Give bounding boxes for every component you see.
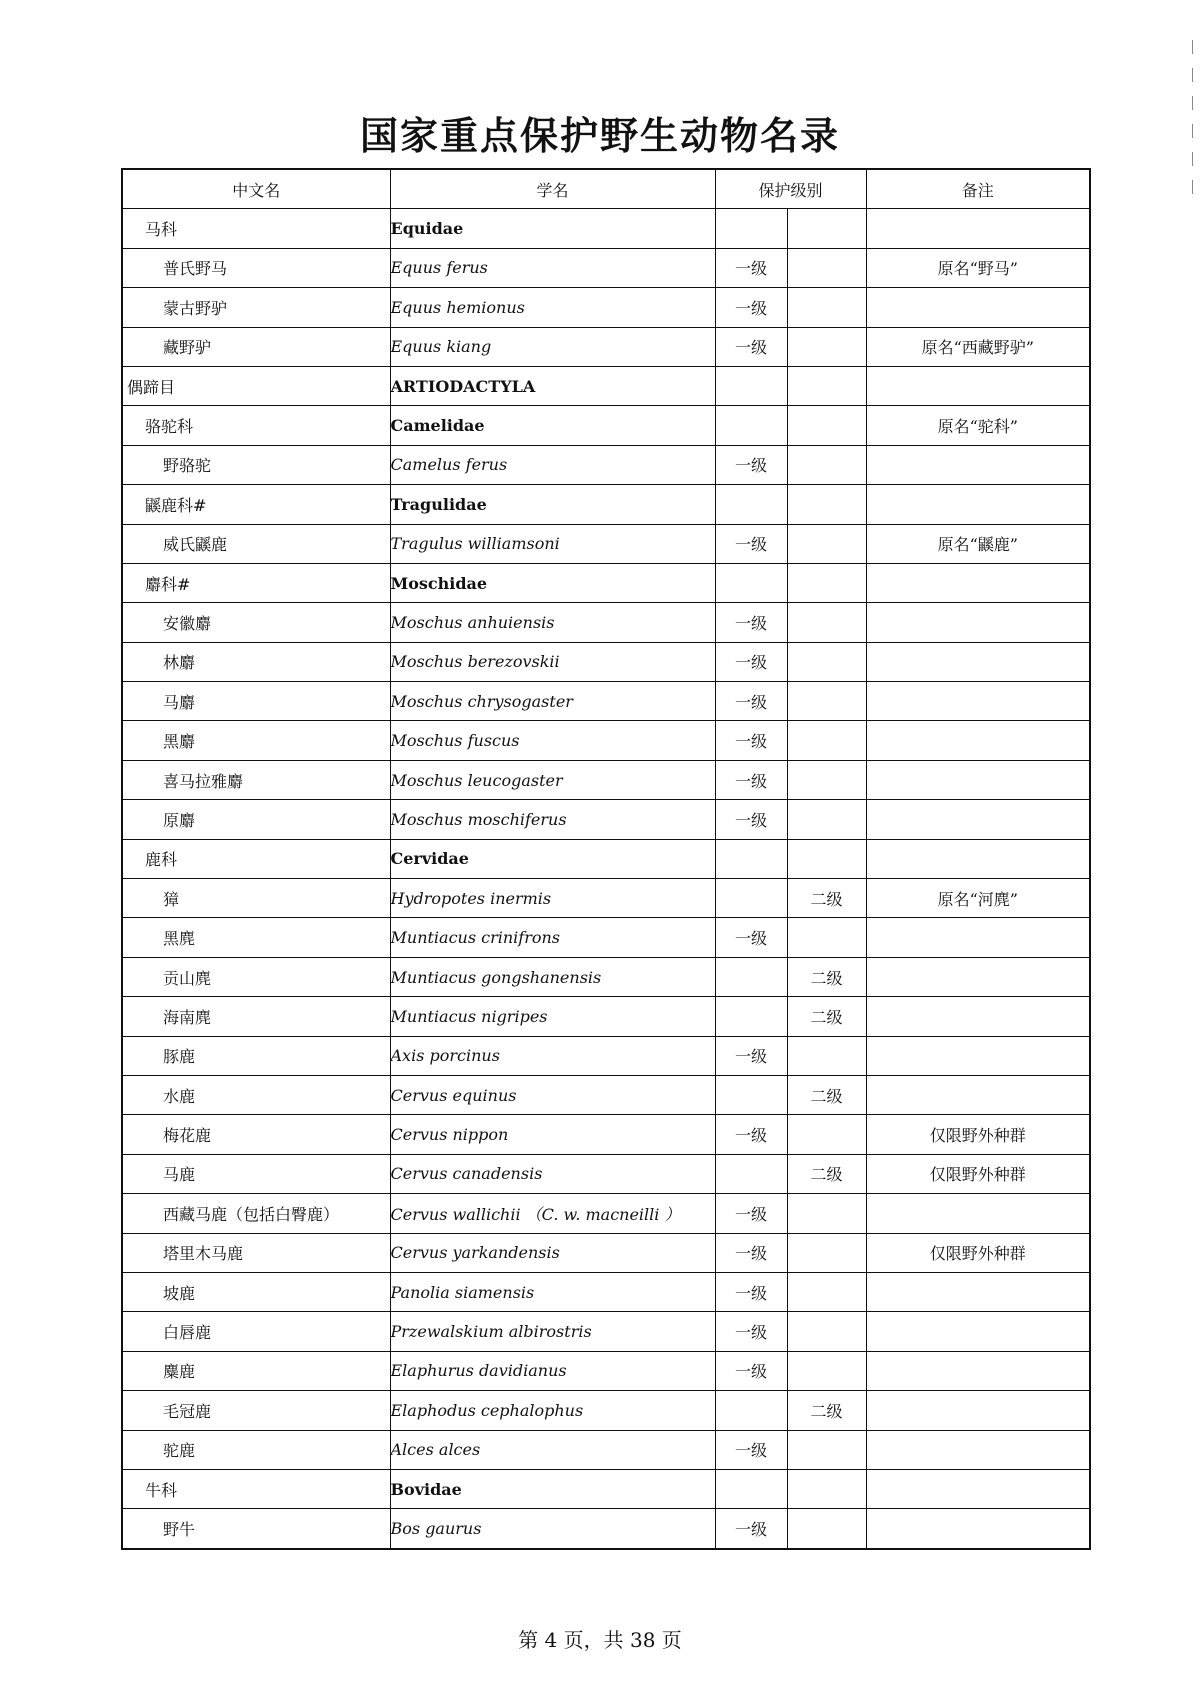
note-cell (866, 288, 1090, 327)
note-cell (866, 839, 1090, 878)
note-cell (866, 563, 1090, 602)
level-one-cell (715, 1469, 787, 1508)
table-row (122, 1469, 1090, 1508)
scientific-name-cell: Moschus fuscus (390, 721, 715, 760)
level-two-cell (787, 288, 866, 327)
level-two-cell: 二级 (787, 957, 866, 996)
note-cell (866, 1509, 1090, 1549)
table-row (122, 485, 1090, 524)
level-one-cell: 一级 (715, 1233, 787, 1272)
note-cell (866, 918, 1090, 957)
note-cell (866, 721, 1090, 760)
level-two-cell (787, 1312, 866, 1351)
table-row (122, 1391, 1090, 1430)
level-two-cell (787, 248, 866, 287)
level-two-cell (787, 800, 866, 839)
scientific-name-cell: Moschus moschiferus (390, 800, 715, 839)
level-two-cell (787, 1509, 866, 1549)
note-cell (866, 1036, 1090, 1075)
chinese-name-cell: 海南麂 (122, 997, 390, 1036)
level-two-cell: 二级 (787, 879, 866, 918)
level-two-cell (787, 406, 866, 445)
level-one-cell: 一级 (715, 1194, 787, 1233)
scientific-name-cell: Tragulus williamsoni (390, 524, 715, 563)
level-two-cell (787, 1469, 866, 1508)
table-row (122, 879, 1090, 918)
scientific-name-cell: Cervus canadensis (390, 1154, 715, 1193)
note-cell (866, 603, 1090, 642)
level-two-cell (787, 721, 866, 760)
level-one-cell (715, 1075, 787, 1114)
chinese-name-cell: 骆驼科 (122, 406, 390, 445)
scientific-name-cell: Camelidae (390, 406, 715, 445)
scientific-name-cell: Hydropotes inermis (390, 879, 715, 918)
note-cell (866, 209, 1090, 248)
note-cell: 仅限野外种群 (866, 1233, 1090, 1272)
chinese-name-cell: 白唇鹿 (122, 1312, 390, 1351)
level-one-cell (715, 1154, 787, 1193)
table-row (122, 1233, 1090, 1272)
level-two-cell (787, 760, 866, 799)
table-row (122, 1351, 1090, 1390)
scientific-name-cell: Cervus yarkandensis (390, 1233, 715, 1272)
scientific-name-cell: Equus ferus (390, 248, 715, 287)
table-row (122, 1194, 1090, 1233)
chinese-name-cell: 驼鹿 (122, 1430, 390, 1469)
header-notes: 备注 (866, 169, 1090, 209)
level-one-cell (715, 406, 787, 445)
scientific-name-cell: Cervus equinus (390, 1075, 715, 1114)
level-two-cell (787, 524, 866, 563)
scientific-name-cell: Moschidae (390, 563, 715, 602)
level-one-cell: 一级 (715, 918, 787, 957)
level-one-cell: 一级 (715, 1115, 787, 1154)
level-two-cell: 二级 (787, 1391, 866, 1430)
scientific-name-cell: Alces alces (390, 1430, 715, 1469)
table-row (122, 563, 1090, 602)
table-row (122, 406, 1090, 445)
page-title: 国家重点保护野生动物名录 (359, 113, 840, 158)
note-cell (866, 1272, 1090, 1311)
level-one-cell: 一级 (715, 288, 787, 327)
note-cell (866, 1391, 1090, 1430)
scientific-name-cell: Cervidae (390, 839, 715, 878)
scientific-name-cell: Moschus chrysogaster (390, 682, 715, 721)
note-cell (866, 1312, 1090, 1351)
level-one-cell: 一级 (715, 1272, 787, 1311)
level-one-cell (715, 209, 787, 248)
level-two-cell (787, 366, 866, 405)
level-one-cell (715, 366, 787, 405)
scientific-name-cell: Muntiacus nigripes (390, 997, 715, 1036)
note-cell (866, 485, 1090, 524)
level-one-cell: 一级 (715, 248, 787, 287)
level-two-cell (787, 485, 866, 524)
chinese-name-cell: 林麝 (122, 642, 390, 681)
table-row (122, 918, 1090, 957)
level-two-cell (787, 1115, 866, 1154)
note-cell (866, 760, 1090, 799)
chinese-name-cell: 毛冠鹿 (122, 1391, 390, 1430)
chinese-name-cell: 藏野驴 (122, 327, 390, 366)
scientific-name-cell: Moschus anhuiensis (390, 603, 715, 642)
level-one-cell (715, 563, 787, 602)
note-cell (866, 997, 1090, 1036)
scientific-name-cell: Moschus berezovskii (390, 642, 715, 681)
chinese-name-cell: 塔里木马鹿 (122, 1233, 390, 1272)
scientific-name-cell: Bos gaurus (390, 1509, 715, 1549)
note-cell (866, 957, 1090, 996)
level-two-cell (787, 327, 866, 366)
table-row (122, 1075, 1090, 1114)
species-table (121, 168, 1091, 1550)
table-row (122, 642, 1090, 681)
level-one-cell: 一级 (715, 445, 787, 484)
level-two-cell: 二级 (787, 1154, 866, 1193)
chinese-name-cell: 牛科 (122, 1469, 390, 1508)
chinese-name-cell: 麋鹿 (122, 1351, 390, 1390)
chinese-name-cell: 梅花鹿 (122, 1115, 390, 1154)
level-one-cell (715, 1391, 787, 1430)
scientific-name-cell: Przewalskium albirostris (390, 1312, 715, 1351)
table-row (122, 721, 1090, 760)
table-row (122, 1115, 1090, 1154)
table-row (122, 524, 1090, 563)
scientific-name-cell: Moschus leucogaster (390, 760, 715, 799)
level-one-cell: 一级 (715, 760, 787, 799)
chinese-name-cell: 野牛 (122, 1509, 390, 1549)
chinese-name-cell: 水鹿 (122, 1075, 390, 1114)
table-row (122, 248, 1090, 287)
chinese-name-cell: 原麝 (122, 800, 390, 839)
level-two-cell (787, 1351, 866, 1390)
scientific-name-cell: Muntiacus crinifrons (390, 918, 715, 957)
note-cell (866, 1194, 1090, 1233)
header-chinese-name: 中文名 (122, 169, 390, 209)
level-two-cell (787, 1272, 866, 1311)
level-one-cell (715, 879, 787, 918)
level-two-cell (787, 682, 866, 721)
note-cell (866, 682, 1090, 721)
chinese-name-cell: 喜马拉雅麝 (122, 760, 390, 799)
note-cell (866, 1469, 1090, 1508)
scientific-name-cell: Camelus ferus (390, 445, 715, 484)
table-row (122, 957, 1090, 996)
table-row (122, 1154, 1090, 1193)
level-one-cell (715, 957, 787, 996)
note-cell: 仅限野外种群 (866, 1154, 1090, 1193)
scientific-name-cell: Equidae (390, 209, 715, 248)
note-cell (866, 445, 1090, 484)
level-two-cell (787, 563, 866, 602)
table-row (122, 327, 1090, 366)
chinese-name-cell: 豚鹿 (122, 1036, 390, 1075)
level-one-cell: 一级 (715, 1351, 787, 1390)
chinese-name-cell: 蒙古野驴 (122, 288, 390, 327)
chinese-name-cell: 马麝 (122, 682, 390, 721)
level-two-cell (787, 1430, 866, 1469)
scientific-name-cell: Cervus nippon (390, 1115, 715, 1154)
scientific-name-cell: Tragulidae (390, 485, 715, 524)
note-cell: 原名“鼷鹿” (866, 524, 1090, 563)
scientific-name-cell: Muntiacus gongshanensis (390, 957, 715, 996)
chinese-name-cell: 马鹿 (122, 1154, 390, 1193)
level-two-cell (787, 1233, 866, 1272)
note-cell: 原名“西藏野驴” (866, 327, 1090, 366)
note-cell (866, 1351, 1090, 1390)
chinese-name-cell: 普氏野马 (122, 248, 390, 287)
chinese-name-cell: 鹿科 (122, 839, 390, 878)
level-one-cell: 一级 (715, 1430, 787, 1469)
chinese-name-cell: 威氏鼷鹿 (122, 524, 390, 563)
chinese-name-cell: 安徽麝 (122, 603, 390, 642)
chinese-name-cell: 马科 (122, 209, 390, 248)
table-row (122, 839, 1090, 878)
level-two-cell (787, 839, 866, 878)
table-row (122, 682, 1090, 721)
chinese-name-cell: 坡鹿 (122, 1272, 390, 1311)
level-one-cell: 一级 (715, 524, 787, 563)
table-row (122, 760, 1090, 799)
note-cell: 仅限野外种群 (866, 1115, 1090, 1154)
table-header (122, 169, 1090, 209)
chinese-name-cell: 獐 (122, 879, 390, 918)
scientific-name-cell: Elaphodus cephalophus (390, 1391, 715, 1430)
table-row (122, 366, 1090, 405)
scientific-name-cell: Elaphurus davidianus (390, 1351, 715, 1390)
level-two-cell: 二级 (787, 1075, 866, 1114)
level-one-cell: 一级 (715, 721, 787, 760)
level-one-cell (715, 485, 787, 524)
level-one-cell: 一级 (715, 603, 787, 642)
note-cell: 原名“驼科” (866, 406, 1090, 445)
header-protection-level: 保护级别 (715, 169, 866, 209)
table-row (122, 1430, 1090, 1469)
table-row (122, 288, 1090, 327)
scientific-name-cell: Axis porcinus (390, 1036, 715, 1075)
scientific-name-cell: Cervus wallichii （C. w. macneilli ） (390, 1194, 715, 1233)
level-one-cell: 一级 (715, 1509, 787, 1549)
note-cell (866, 366, 1090, 405)
note-cell (866, 1075, 1090, 1114)
level-one-cell: 一级 (715, 1312, 787, 1351)
table-row (122, 1036, 1090, 1075)
level-one-cell: 一级 (715, 1036, 787, 1075)
table-row (122, 997, 1090, 1036)
note-cell: 原名“野马” (866, 248, 1090, 287)
level-one-cell: 一级 (715, 682, 787, 721)
level-two-cell: 二级 (787, 997, 866, 1036)
chinese-name-cell: 麝科# (122, 563, 390, 602)
scientific-name-cell: Equus kiang (390, 327, 715, 366)
table-body (122, 209, 1090, 1549)
level-two-cell (787, 642, 866, 681)
chinese-name-cell: 黑麂 (122, 918, 390, 957)
level-one-cell (715, 997, 787, 1036)
page-footer: 第 4 页，共 38 页 (518, 1628, 682, 1652)
level-one-cell: 一级 (715, 327, 787, 366)
level-two-cell (787, 918, 866, 957)
chinese-name-cell: 西藏马鹿（包括白臀鹿） (122, 1194, 390, 1233)
table-row (122, 1509, 1090, 1549)
level-one-cell: 一级 (715, 642, 787, 681)
chinese-name-cell: 鼷鹿科# (122, 485, 390, 524)
scientific-name-cell: Equus hemionus (390, 288, 715, 327)
table-row (122, 1312, 1090, 1351)
level-two-cell (787, 603, 866, 642)
scientific-name-cell: Bovidae (390, 1469, 715, 1508)
level-one-cell (715, 839, 787, 878)
note-cell (866, 800, 1090, 839)
chinese-name-cell: 偶蹄目 (122, 366, 390, 405)
table-row (122, 209, 1090, 248)
table-row (122, 603, 1090, 642)
table-row (122, 445, 1090, 484)
level-two-cell (787, 1194, 866, 1233)
level-two-cell (787, 1036, 866, 1075)
note-cell (866, 1430, 1090, 1469)
header-row (122, 169, 1090, 209)
level-one-cell: 一级 (715, 800, 787, 839)
note-cell: 原名“河麂” (866, 879, 1090, 918)
note-cell (866, 642, 1090, 681)
chinese-name-cell: 野骆驼 (122, 445, 390, 484)
level-two-cell (787, 445, 866, 484)
level-two-cell (787, 209, 866, 248)
table-row (122, 800, 1090, 839)
table-row (122, 1272, 1090, 1311)
chinese-name-cell: 贡山麂 (122, 957, 390, 996)
header-scientific-name: 学名 (390, 169, 715, 209)
scientific-name-cell: Panolia siamensis (390, 1272, 715, 1311)
chinese-name-cell: 黑麝 (122, 721, 390, 760)
scientific-name-cell: ARTIODACTYLA (390, 366, 715, 405)
